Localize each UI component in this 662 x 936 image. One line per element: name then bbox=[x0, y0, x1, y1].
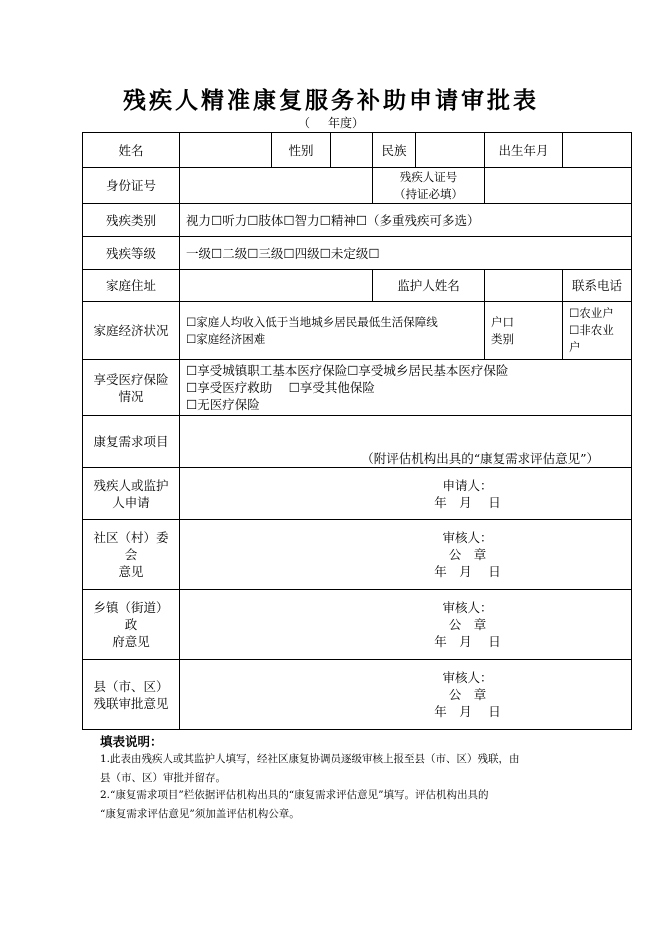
township-opinion-label bbox=[83, 590, 180, 660]
gender-label: 性别 bbox=[272, 133, 331, 168]
applicant-label bbox=[83, 468, 180, 520]
household-type-options[interactable] bbox=[563, 302, 632, 360]
community-seal: 公 章 bbox=[448, 547, 487, 562]
application-form-table bbox=[82, 132, 632, 730]
county-approval-label bbox=[83, 660, 180, 730]
birth-label: 出生年月 bbox=[485, 133, 563, 168]
household-type-label-line1: 户口 bbox=[491, 314, 514, 329]
applicant-date: 年 月 日 bbox=[434, 494, 501, 510]
community-reviewer: 审核人： bbox=[442, 530, 493, 545]
township-sign-area[interactable] bbox=[180, 590, 632, 660]
note-1-line1: 1.此表由残疾人或其监护人填写，经社区康复协调员逐级审核上报至县（市、区）残联，由 bbox=[100, 753, 520, 765]
note-2-line1: 2.“康复需求项目”栏依据评估机构出具的“康复需求评估意见”填写。评估机构出具的 bbox=[100, 789, 489, 801]
economic-option-difficulty[interactable]: ☐家庭经济困难 bbox=[186, 331, 266, 346]
address-field[interactable] bbox=[180, 270, 373, 302]
guardian-field[interactable] bbox=[485, 270, 563, 302]
row-applicant bbox=[83, 468, 632, 520]
township-date: 年 月 日 bbox=[434, 634, 501, 649]
community-opinion-label bbox=[83, 520, 180, 590]
address-label: 家庭住址 bbox=[83, 270, 180, 302]
row-county-approval bbox=[83, 660, 632, 730]
community-date: 年 月 日 bbox=[434, 564, 501, 579]
economic-option-low-income[interactable]: ☐家庭人均收入低于当地城乡居民最低生活保障线 bbox=[186, 314, 438, 329]
row-basic-info bbox=[83, 133, 632, 168]
notes-title: 填表说明： bbox=[100, 734, 163, 749]
township-opinion-label-line2: 府意见 bbox=[112, 634, 150, 649]
year-open-paren: （ bbox=[297, 116, 310, 130]
applicant-label-line1: 残疾人或监护 bbox=[93, 477, 169, 493]
rehab-needs-field[interactable]: （附评估机构出具的“康复需求评估意见”） bbox=[180, 416, 632, 468]
household-option-agricultural[interactable]: ☐农业户 bbox=[569, 306, 614, 320]
row-township-opinion bbox=[83, 590, 632, 660]
insurance-option-employee-or-resident[interactable]: ☐享受城镇职工基本医疗保险☐享受城乡居民基本医疗保险 bbox=[186, 363, 509, 378]
county-date: 年 月 日 bbox=[434, 704, 501, 719]
form-title: 残疾人精准康复服务补助申请审批表 bbox=[123, 87, 539, 114]
note-2-line2: “康复需求评估意见”须加盖评估机构公章。 bbox=[100, 808, 300, 820]
medical-insurance-options[interactable] bbox=[180, 360, 632, 416]
township-reviewer: 审核人： bbox=[442, 600, 493, 615]
note-1 bbox=[100, 750, 580, 788]
household-type-label-line2: 类别 bbox=[491, 331, 514, 346]
guardian-label: 监护人姓名 bbox=[373, 270, 485, 302]
note-1-line2: 县（市、区）审批并留存。 bbox=[100, 772, 226, 784]
disability-type-label: 残疾类别 bbox=[83, 204, 180, 237]
township-seal: 公 章 bbox=[448, 617, 487, 632]
county-approval-label-line2: 残联审批意见 bbox=[93, 695, 169, 711]
county-seal: 公 章 bbox=[448, 687, 487, 702]
disability-cert-field[interactable] bbox=[485, 168, 632, 204]
township-opinion-label-line1: 乡镇（街道）政 bbox=[93, 600, 169, 632]
rehab-needs-label: 康复需求项目 bbox=[83, 416, 180, 468]
birth-field[interactable] bbox=[563, 133, 632, 168]
name-field[interactable] bbox=[180, 133, 272, 168]
insurance-option-aid-or-other[interactable]: ☐享受医疗救助 ☐享受其他保险 bbox=[186, 380, 375, 395]
ethnicity-label: 民族 bbox=[373, 133, 416, 168]
insurance-option-none[interactable]: ☐无医疗保险 bbox=[186, 397, 260, 412]
row-community-opinion bbox=[83, 520, 632, 590]
county-approval-label-line1: 县（市、区） bbox=[93, 678, 169, 694]
applicant-label-line2: 人申请 bbox=[112, 494, 150, 510]
applicant-signature: 申请人： bbox=[442, 477, 493, 493]
disability-level-label: 残疾等级 bbox=[83, 237, 180, 270]
disability-cert-label bbox=[373, 168, 485, 204]
disability-level-options[interactable]: 一级☐二级☐三级☐四级☐未定级☐ bbox=[180, 237, 632, 270]
row-address bbox=[83, 270, 632, 302]
medical-insurance-label-line1: 享受医疗保险 bbox=[93, 371, 169, 387]
county-reviewer: 审核人： bbox=[442, 670, 493, 685]
household-type-label bbox=[485, 302, 563, 360]
medical-insurance-label-line2: 情况 bbox=[118, 388, 144, 404]
row-disability-level bbox=[83, 237, 632, 270]
form-year bbox=[0, 114, 662, 131]
disability-cert-label-line1: 残疾人证号 bbox=[399, 169, 458, 184]
community-sign-area[interactable] bbox=[180, 520, 632, 590]
disability-cert-label-line2: （持证必填） bbox=[394, 186, 463, 201]
id-field[interactable] bbox=[180, 168, 373, 204]
row-id bbox=[83, 168, 632, 204]
name-label: 姓名 bbox=[83, 133, 180, 168]
disability-type-options[interactable]: 视力☐听力☐肢体☐智力☐精神☐（多重残疾可多选） bbox=[180, 204, 632, 237]
year-label: 年度） bbox=[328, 116, 365, 130]
ethnicity-field[interactable] bbox=[416, 133, 485, 168]
phone-label: 联系电话 bbox=[563, 270, 632, 302]
note-2 bbox=[100, 786, 580, 824]
row-medical-insurance bbox=[83, 360, 632, 416]
community-opinion-label-line2: 意见 bbox=[118, 564, 144, 579]
row-disability-type bbox=[83, 204, 632, 237]
gender-field[interactable] bbox=[331, 133, 373, 168]
economic-status-label: 家庭经济状况 bbox=[83, 302, 180, 360]
row-rehab-needs bbox=[83, 416, 632, 468]
household-option-non-agricultural[interactable]: ☐非农业户 bbox=[569, 323, 614, 354]
row-economic-status bbox=[83, 302, 632, 360]
medical-insurance-label bbox=[83, 360, 180, 416]
county-sign-area[interactable] bbox=[180, 660, 632, 730]
community-opinion-label-line1: 社区（村）委会 bbox=[93, 530, 169, 562]
applicant-sign-area[interactable] bbox=[180, 468, 632, 520]
id-label: 身份证号 bbox=[83, 168, 180, 204]
economic-status-options[interactable] bbox=[180, 302, 485, 360]
